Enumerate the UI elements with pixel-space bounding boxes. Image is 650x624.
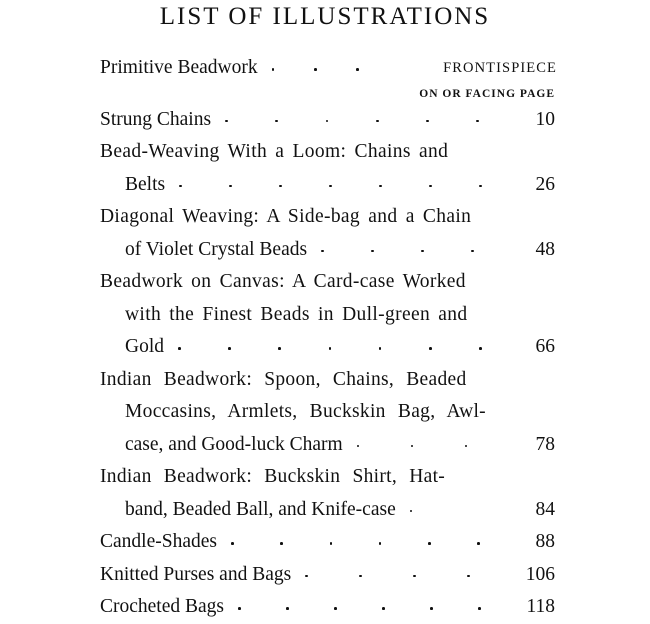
illustration-entry[interactable] (100, 461, 555, 526)
leader-dot (314, 68, 317, 71)
entry-line (100, 591, 555, 624)
leader-dot (479, 347, 482, 350)
leader-dots (258, 52, 359, 85)
entry-line (100, 494, 555, 527)
leader-dots (224, 591, 481, 624)
leader-dot (371, 250, 374, 253)
entry-title: Strung Chains (100, 108, 212, 130)
page-number: 26 (535, 173, 555, 195)
entry-line (100, 169, 555, 202)
leader-dot (229, 185, 232, 188)
leader-dot (410, 510, 413, 513)
leader-dots (217, 526, 480, 559)
entry-line (100, 234, 555, 267)
leader-dot (428, 542, 431, 545)
entry-line (100, 461, 555, 494)
leader-dot (179, 185, 182, 188)
leader-dot (477, 542, 480, 545)
illustration-entry[interactable] (100, 364, 555, 462)
entry-line (100, 201, 555, 234)
page-number: 10 (535, 108, 555, 130)
illustration-entry[interactable] (100, 266, 555, 364)
leader-dot (329, 185, 332, 188)
entry-line (100, 136, 555, 169)
page-number: 88 (535, 531, 555, 552)
illustration-entry[interactable] (100, 591, 555, 624)
leader-dot (278, 347, 281, 350)
leader-dot (228, 347, 231, 350)
entry-title: Diagonal Weaving: A Side-bag and a Chain (100, 206, 472, 227)
leader-dot (334, 607, 337, 610)
leader-dot (429, 185, 432, 188)
illustration-entry[interactable] (100, 136, 555, 201)
leader-dot (231, 542, 234, 545)
illustration-entry[interactable] (100, 526, 555, 559)
leader-dot (382, 607, 385, 610)
leader-dot (479, 185, 482, 188)
leader-dots (165, 169, 482, 202)
leader-dot (476, 120, 479, 123)
entry-title: with the Finest Beads in Dull-green and (125, 303, 468, 325)
leader-dots (343, 429, 468, 462)
leader-dot (225, 120, 228, 123)
page-number: 106 (525, 563, 555, 585)
entry-title: of Violet Crystal Beads (125, 238, 308, 260)
leader-dot (238, 607, 241, 610)
entry-title: Knitted Purses and Bags (100, 563, 292, 585)
leader-dot (413, 575, 416, 578)
leader-dot (376, 120, 379, 123)
entry-line (100, 396, 555, 429)
entry-title: band, Beaded Ball, and Knife-case (125, 498, 396, 520)
leader-dots (307, 234, 474, 267)
entry-title: Crocheted Bags (100, 596, 225, 617)
facing-page-note: ON OR FACING PAGE (419, 87, 555, 100)
leader-dot (379, 542, 382, 545)
leader-dot (326, 120, 329, 123)
leader-dot (279, 185, 282, 188)
leader-dot (478, 607, 481, 610)
illustration-entry[interactable] (100, 52, 555, 85)
entry-line (100, 266, 555, 299)
leader-dot (178, 347, 181, 350)
leader-dots (291, 559, 470, 592)
entry-line (100, 526, 555, 559)
entry-line (100, 104, 555, 137)
leader-dot (465, 445, 468, 448)
entry-title: Gold (125, 336, 164, 357)
page-number: 78 (535, 433, 555, 455)
leader-dots (211, 104, 479, 137)
illustration-entry[interactable] (100, 559, 555, 592)
page-number: 84 (535, 498, 555, 520)
leader-dot (379, 347, 382, 350)
entry-line (100, 559, 555, 592)
leader-dot (330, 542, 333, 545)
frontispiece-label: FRONTISPIECE (443, 60, 557, 76)
illustration-entry[interactable] (100, 104, 555, 137)
leader-dot (429, 347, 432, 350)
entry-title: Beadwork on Canvas: A Card-case Worked (100, 271, 466, 292)
entry-title: case, and Good-luck Charm (125, 433, 343, 455)
entry-line (100, 364, 555, 397)
leader-dot (280, 542, 283, 545)
leader-dot (329, 347, 332, 350)
leader-dot (471, 250, 474, 253)
leader-dot (286, 607, 289, 610)
leader-dot (379, 185, 382, 188)
page-number: 48 (535, 238, 555, 260)
leader-dot (275, 120, 278, 123)
entry-line (100, 52, 555, 85)
list-of-illustrations (100, 52, 555, 624)
entry-line (100, 429, 555, 462)
leader-dot (356, 68, 359, 71)
leader-dot (305, 575, 308, 578)
entry-title: Indian Beadwork: Buckskin Shirt, Hat- (100, 466, 446, 487)
leader-dot (467, 575, 470, 578)
page-number: 118 (526, 596, 555, 617)
leader-dot (321, 250, 324, 253)
leader-dot (272, 68, 275, 71)
page-title: LIST OF ILLUSTRATIONS (159, 3, 491, 30)
entry-title: Moccasins, Armlets, Buckskin Bag, Awl- (125, 401, 486, 422)
page-number: 66 (535, 336, 555, 357)
entry-title: Belts (125, 173, 166, 195)
leader-dots (396, 494, 413, 527)
entry-title: Bead-Weaving With a Loom: Chains and (100, 141, 449, 162)
leader-dot (411, 445, 414, 448)
leader-dots (164, 331, 482, 364)
leader-dot (426, 120, 429, 123)
leader-dot (359, 575, 362, 578)
entry-line (100, 331, 555, 364)
entry-title: Primitive Beadwork (100, 57, 258, 78)
entry-title: Indian Beadwork: Spoon, Chains, Beaded (100, 368, 467, 390)
leader-dot (421, 250, 424, 253)
entry-title: Candle-Shades (100, 531, 217, 552)
leader-dot (430, 607, 433, 610)
entry-line (100, 299, 555, 332)
leader-dot (357, 445, 360, 448)
illustration-entry[interactable] (100, 201, 555, 266)
